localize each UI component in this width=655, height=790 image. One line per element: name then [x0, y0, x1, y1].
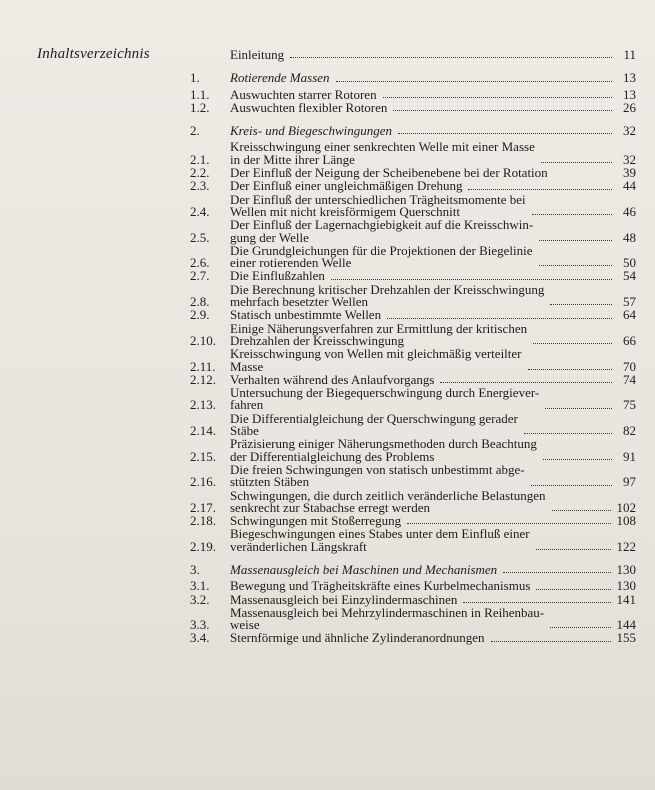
toc-dot-leader: [393, 110, 612, 111]
toc-entry-number: 3.2.: [190, 591, 210, 607]
toc-dot-leader: [524, 433, 612, 434]
toc-entry: [190, 49, 636, 61]
toc-entry-page: 32: [623, 151, 636, 167]
toc-entry: [190, 141, 636, 166]
toc-entry-page: 54: [623, 268, 636, 284]
toc-entry-number: 2.2.: [190, 165, 210, 181]
toc-entry-title-text: Die Grundgleichungen für die Projektionen der Biegelinie einer rotierenden Welle: [230, 242, 533, 271]
toc-entry-title-text: Biegeschwingungen eines Stabes unter dem Einfluß einer veränderlichen Längskraft: [230, 526, 530, 554]
toc-entry-title-text: Verhalten während des Anlaufvorgangs: [230, 371, 435, 387]
toc-dot-leader: [440, 382, 612, 383]
toc-entry: [190, 219, 636, 244]
toc-entry-title-text: Der Einfluß einer ungleichmäßigen Drehung: [230, 178, 463, 194]
toc-entry-number: 2.12.: [190, 371, 216, 387]
toc-entry-title-text: Einleitung: [230, 47, 285, 62]
toc-entry-title-text: Die Differentialgleichung der Querschwingung gerader Stäbe: [230, 410, 518, 439]
toc-entry-number: 2.: [190, 123, 200, 139]
toc-entry-title: [230, 604, 617, 633]
toc-dot-leader: [545, 408, 612, 409]
toc-entry-number: 2.15.: [190, 448, 216, 464]
toc-entry-page: 91: [623, 448, 636, 464]
toc-entry-number: 2.13.: [190, 397, 216, 413]
toc-dot-leader: [536, 589, 610, 590]
toc-entry-page: 66: [623, 332, 636, 348]
toc-dot-leader: [533, 343, 612, 344]
toc-entry-title-text: Auswuchten starrer Rotoren: [230, 86, 377, 102]
toc-entry-title: [230, 348, 618, 373]
toc-entry: [190, 632, 636, 644]
toc-entry: [190, 180, 636, 192]
toc-entry-number: 2.5.: [190, 229, 210, 245]
toc-entry-page: 50: [623, 255, 636, 271]
toc-entry-title-text: Schwingungen mit Stoßerregung: [230, 513, 402, 529]
toc-entry-page: 46: [623, 203, 636, 219]
toc-dot-leader: [528, 369, 612, 370]
toc-entry-page: 74: [623, 371, 636, 387]
toc-entry-page: 64: [623, 307, 636, 323]
toc-dot-leader: [541, 162, 612, 163]
toc-entry-title: [230, 242, 618, 271]
toc-entry-title: [230, 320, 618, 348]
toc-entry-number: 2.17.: [190, 499, 216, 515]
toc-entry-page: 141: [616, 591, 636, 607]
toc-dot-leader: [290, 57, 612, 58]
toc-entry-title: [230, 632, 617, 644]
toc-entry-page: 70: [623, 358, 636, 374]
toc-entry-number: 1.: [190, 70, 200, 86]
toc-entry-title-text: Der Einfluß der Neigung der Scheibenebene bei der Rotation: [230, 165, 548, 181]
toc-dot-leader: [531, 485, 612, 486]
toc-entry-title-text: Sternförmige und ähnliche Zylinderanordnungen: [230, 630, 485, 646]
toc-entry-number: 2.10.: [190, 332, 216, 348]
toc-dot-leader: [387, 318, 612, 319]
toc-entry: [190, 438, 636, 463]
toc-entry-title: [230, 270, 618, 282]
toc-entry-title-text: Auswuchten flexibler Rotoren: [230, 99, 388, 115]
toc-dot-leader: [532, 214, 612, 215]
toc-entry-number: 3.3.: [190, 617, 210, 633]
toc-entry: [190, 387, 636, 412]
toc-entry-number: 2.9.: [190, 307, 210, 323]
toc-entry-title-text: Schwingungen, die durch zeitlich veränderliche Belastungen senkrecht zur Stabachse erregt werden: [230, 487, 546, 515]
toc-entry-title-text: Einige Näherungsverfahren zur Ermittlung der kritischen Drehzahlen der Kreisschwingung: [230, 320, 528, 348]
toc-entry-title: [230, 438, 618, 463]
toc-entry-title-text: Rotierende Massen: [230, 70, 330, 86]
toc-dot-leader: [550, 304, 612, 305]
toc-dot-leader: [463, 602, 610, 603]
toc-entry-title-text: Kreis- und Biegeschwingungen: [230, 123, 392, 139]
toc-entry-page: 97: [623, 474, 636, 490]
toc-entry: [190, 72, 636, 84]
toc-dot-leader: [407, 523, 610, 524]
toc-dot-leader: [398, 133, 612, 134]
toc-entry-title-text: Der Einfluß der Lagernachgiebigkeit auf die Kreisschwin- gung der Welle: [230, 217, 534, 245]
toc-entry-number: 2.7.: [190, 268, 210, 284]
toc-entry-page: 13: [623, 70, 636, 86]
toc-entry-title-text: Kreisschwingung von Wellen mit gleichmäßig verteilter Masse: [230, 346, 522, 374]
toc-entry-title-text: Massenausgleich bei Maschinen und Mechanismen: [230, 561, 498, 577]
toc-entry-title: [230, 410, 618, 439]
toc-dot-leader: [468, 189, 612, 190]
toc-entry: [190, 604, 636, 633]
toc-entry: [190, 528, 636, 553]
toc-entry-title-text: Die Berechnung kritischer Drehzahlen der Kreisschwingung mehrfach besetzter Wellen: [230, 281, 545, 310]
toc-entry-page: 130: [616, 561, 636, 577]
toc-entry-page: 102: [616, 499, 636, 515]
toc-entry-number: 2.4.: [190, 203, 210, 219]
toc-list: [190, 48, 636, 645]
toc-entry-number: 2.8.: [190, 294, 210, 310]
toc-entry-title: [230, 528, 617, 553]
toc-entry-number: 3.4.: [190, 630, 210, 646]
toc-entry-page: 26: [623, 99, 636, 115]
toc-entry-title: [230, 281, 618, 310]
toc-dot-leader: [503, 572, 610, 573]
toc-entry-number: 3.1.: [190, 578, 210, 594]
toc-entry: [190, 309, 636, 321]
toc-entry-page: 144: [616, 617, 636, 633]
toc-entry: [190, 270, 636, 282]
toc-dot-leader: [539, 265, 612, 266]
toc-entry-number: 2.6.: [190, 255, 210, 271]
toc-entry: [190, 487, 636, 515]
toc-entry-title-text: Die freien Schwingungen von statisch unbestimmt abge- stützten Stäben: [230, 461, 525, 490]
toc-entry-page: 75: [623, 397, 636, 413]
toc-entry-number: 2.3.: [190, 178, 210, 194]
toc-entry: [190, 242, 636, 271]
toc-entry-title: [230, 49, 618, 61]
toc-entry: [190, 281, 636, 310]
toc-entry-page: 82: [623, 423, 636, 439]
toc-entry: [190, 348, 636, 373]
toc-entry-page: 108: [616, 513, 636, 529]
toc-entry-title-text: Massenausgleich bei Einzylindermaschinen: [230, 591, 458, 607]
toc-entry-page: 155: [616, 630, 636, 646]
toc-entry-title: [230, 487, 617, 515]
toc-entry-page: 32: [623, 123, 636, 139]
toc-entry: [190, 99, 636, 115]
toc-dot-leader: [552, 510, 611, 511]
toc-dot-leader: [543, 459, 612, 460]
toc-dot-leader: [336, 81, 612, 82]
toc-entry: [190, 191, 636, 219]
toc-dot-leader: [331, 279, 612, 280]
toc-dot-leader: [383, 97, 612, 98]
toc-heading: Inhaltsverzeichnis: [37, 46, 150, 62]
toc-entry-number: 1.2.: [190, 99, 210, 115]
toc-entry-title: [230, 219, 618, 244]
toc-entry-title-text: Massenausgleich bei Mehrzylindermaschinen in Reihenbau- weise: [230, 604, 545, 633]
toc-entry-page: 13: [623, 86, 636, 102]
toc-entry-title: [230, 125, 618, 137]
toc-entry-number: 2.16.: [190, 474, 216, 490]
toc-entry-number: 2.11.: [190, 358, 216, 374]
toc-entry-number: 2.14.: [190, 423, 216, 439]
toc-entry-number: 3.: [190, 561, 200, 577]
toc-entry-title-text: Kreisschwingung einer senkrechten Welle mit einer Masse in der Mitte ihrer Länge: [230, 139, 535, 167]
toc-entry-title: [230, 309, 618, 321]
toc-entry: [190, 580, 636, 592]
toc-entry-title: [230, 561, 617, 577]
toc-dot-leader: [536, 549, 611, 550]
toc-entry-title-text: Die Einflußzahlen: [230, 268, 325, 284]
toc-entry-title: [230, 72, 618, 84]
toc-entry-title: [230, 180, 618, 192]
toc-entry-number: 2.18.: [190, 513, 216, 529]
toc-entry: [190, 461, 636, 490]
toc-entry-page: 122: [616, 538, 636, 554]
toc-entry-page: 39: [623, 165, 636, 181]
toc-entry-title-text: Präzisierung einiger Näherungsmethoden durch Beachtung der Differentialgleichung des Problems: [230, 436, 537, 464]
toc-entry-page: 44: [623, 178, 636, 194]
toc-entry-number: 1.1.: [190, 86, 210, 102]
toc-entry-page: 130: [616, 578, 636, 594]
toc-entry-title: [230, 461, 618, 490]
toc-entry-title-text: Bewegung und Trägheitskräfte eines Kurbelmechanismus: [230, 578, 531, 594]
toc-entry: [190, 320, 636, 348]
toc-entry-number: 2.19.: [190, 538, 216, 554]
toc-entry: [190, 410, 636, 439]
toc-entry-title-text: Der Einfluß der unterschiedlichen Trägheitsmomente bei Wellen mit nicht kreisförmigem Querschnitt: [230, 191, 526, 219]
toc-entry-page: 48: [623, 229, 636, 245]
toc-entry-title: [230, 191, 618, 219]
toc-entry-page: 11: [623, 47, 636, 62]
toc-entry: [190, 125, 636, 137]
toc-dot-leader: [539, 240, 612, 241]
toc-entry-title: [230, 99, 618, 115]
toc-entry-title-text: Statisch unbestimmte Wellen: [230, 307, 382, 323]
toc-dot-leader: [550, 627, 610, 628]
toc-entry-number: 2.1.: [190, 151, 210, 167]
toc-entry-title: [230, 387, 618, 412]
toc-entry-title: [230, 580, 617, 592]
toc-entry-page: 57: [623, 294, 636, 310]
toc-entry-title-text: Untersuchung der Biegequerschwingung durch Energiever- fahren: [230, 385, 540, 413]
toc-entry-title: [230, 141, 618, 166]
toc-dot-leader: [491, 641, 611, 642]
toc-entry: [190, 561, 636, 577]
